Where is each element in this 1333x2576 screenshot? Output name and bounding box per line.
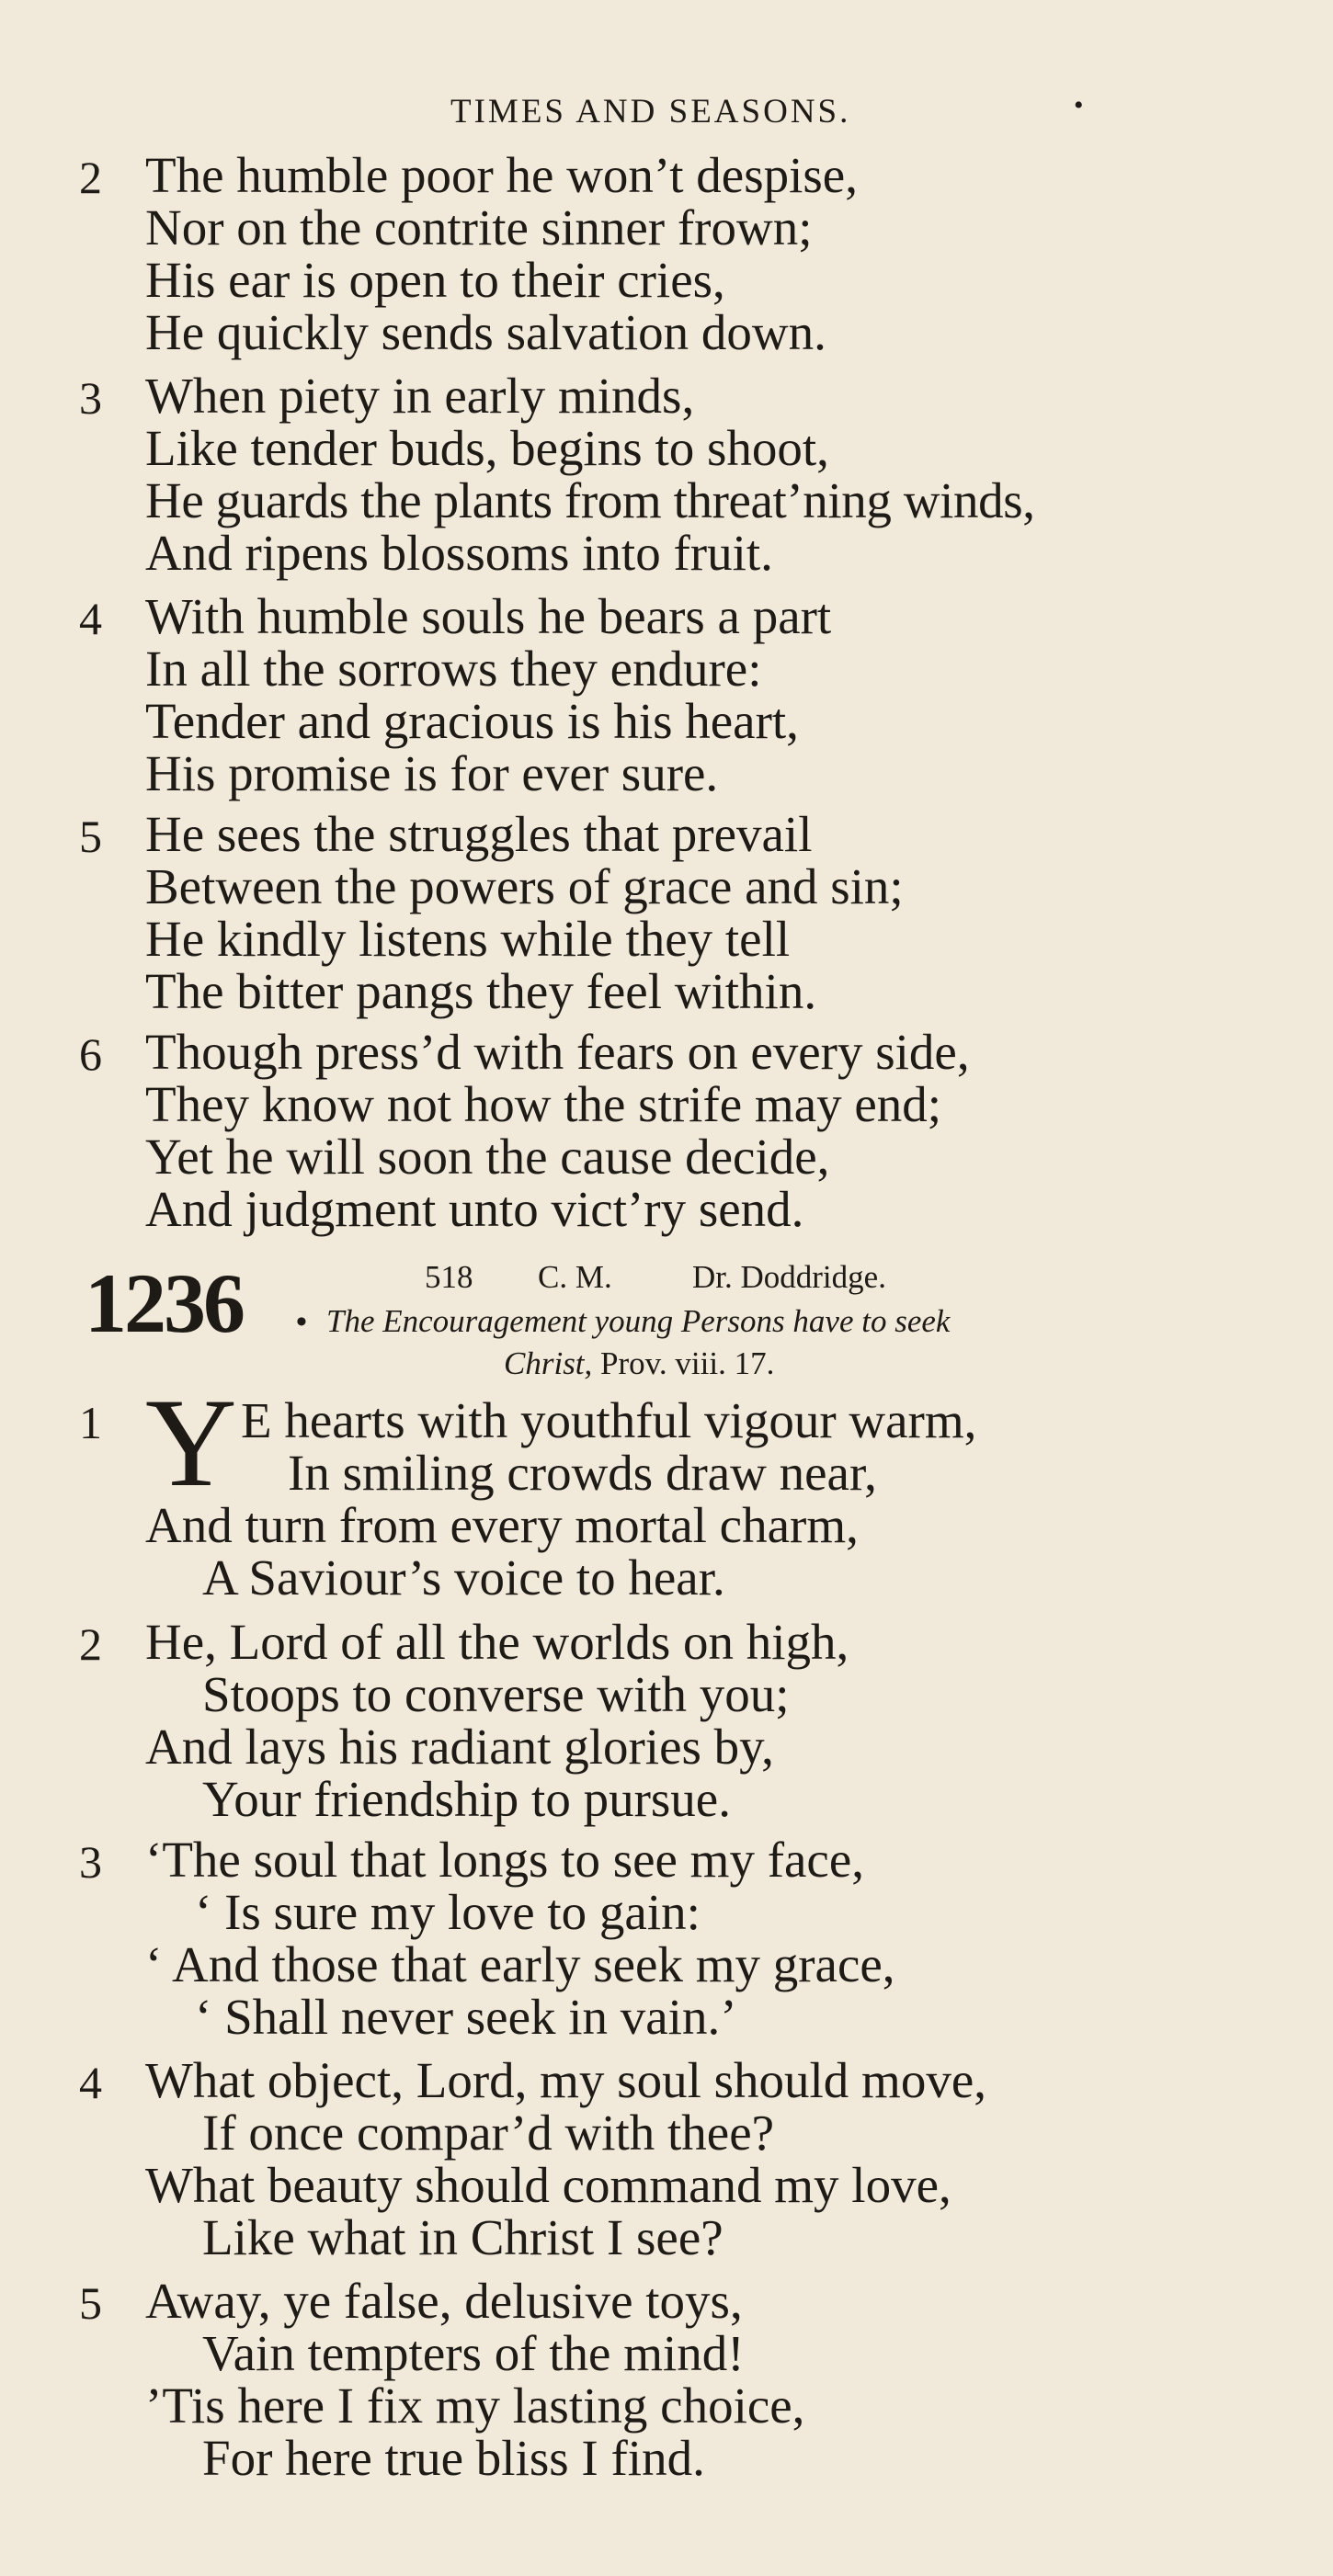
verse-number: 5 (79, 2277, 102, 2329)
verse-line: Away, ye false, delusive toys, (145, 2273, 743, 2329)
header-mark: • (1074, 90, 1087, 120)
verse-line: If once compar’d with thee? (202, 2105, 775, 2161)
verse-line: E hearts with youthful vigour warm, (241, 1392, 977, 1448)
hymn-number-dot: • (296, 1305, 307, 1339)
verse-line: What object, Lord, my soul should move, (145, 2052, 986, 2108)
hymn-scripture: Prov. viii. 17. (600, 1345, 775, 1381)
verse-line: ‘ And those that early seek my grace, (145, 1936, 895, 1992)
verse-line: And judgment unto vict’ry send. (145, 1181, 804, 1237)
verse-number: 2 (79, 1618, 102, 1670)
verse-line: Vain tempters of the mind! (202, 2325, 745, 2381)
verse-number: 6 (79, 1028, 102, 1080)
verse-number: 4 (79, 2057, 102, 2108)
verse-line: Your friendship to pursue. (202, 1771, 731, 1827)
verse-line: Like what in Christ I see? (202, 2209, 723, 2265)
verse-line: Though press’d with fears on every side, (145, 1024, 970, 1080)
hymn-subtitle-text: The Encouragement young Persons have to seek (326, 1303, 951, 1339)
verse-line: What beauty should command my love, (145, 2157, 951, 2213)
verse-number: 3 (79, 1836, 102, 1888)
hymn-subtitle-christ: Christ, (504, 1345, 593, 1381)
verse-line: He kindly listens while they tell (145, 911, 791, 967)
verse-line: In all the sorrows they endure: (145, 641, 762, 697)
verse-number: 1 (79, 1397, 102, 1448)
drop-cap: Y (145, 1372, 237, 1513)
verse-line: With humble souls he bears a part (145, 588, 832, 644)
verse-line: In smiling crowds draw near, (288, 1445, 877, 1501)
hymn-number: 1236 (85, 1256, 243, 1350)
verse-line: He guards the plants from threat’ning winds, (145, 472, 1035, 528)
verse-line: Nor on the contrite sinner frown; (145, 199, 813, 255)
verse-number: 4 (79, 593, 102, 644)
header-title: TIMES AND SEASONS. (450, 93, 851, 131)
hymn-subtitle-end (504, 1345, 774, 1382)
verse-line: ‘ Is sure my love to gain: (195, 1884, 701, 1940)
hymn-author: Dr. Doddridge. (692, 1259, 886, 1295)
verse-line: A Saviour’s voice to hear. (202, 1549, 725, 1606)
hymn-page-ref: 518 (425, 1259, 473, 1295)
verse-line: The humble poor he won’t despise, (145, 147, 858, 203)
verse-line: They know not how the strife may end; (145, 1076, 942, 1132)
hymn-meter: C. M. (538, 1259, 612, 1295)
verse-line: ‘ Shall never seek in vain.’ (195, 1989, 737, 2045)
verse-line: ’Tis here I fix my lasting choice, (145, 2377, 805, 2434)
verse-line: And turn from every mortal charm, (145, 1497, 859, 1553)
hymn-subtitle (326, 1303, 950, 1340)
verse-line: Like tender buds, begins to shoot, (145, 420, 829, 476)
verse-line: And ripens blossoms into fruit. (145, 525, 773, 581)
verse-number: 2 (79, 152, 102, 203)
verse-line: And lays his radiant glories by, (145, 1719, 774, 1775)
verse-line: For here true bliss I find. (202, 2430, 705, 2486)
verse-line: He, Lord of all the worlds on high, (145, 1614, 849, 1670)
verse-line: The bitter pangs they feel within. (145, 963, 817, 1019)
verse-line: His promise is for ever sure. (145, 745, 719, 801)
verse-line: Stoops to converse with you; (202, 1666, 790, 1722)
verse-line: ‘The soul that longs to see my face, (145, 1832, 865, 1888)
verse-number: 3 (79, 372, 102, 424)
verse-line: Between the powers of grace and sin; (145, 858, 904, 914)
verse-line: Tender and gracious is his heart, (145, 693, 799, 749)
verse-number: 5 (79, 811, 102, 862)
verse-line: His ear is open to their cries, (145, 252, 725, 308)
verse-line: When piety in early minds, (145, 368, 695, 424)
verse-line: Yet he will soon the cause decide, (145, 1129, 830, 1185)
verse-line: He quickly sends salvation down. (145, 304, 826, 360)
verse-line: He sees the struggles that prevail (145, 806, 813, 862)
